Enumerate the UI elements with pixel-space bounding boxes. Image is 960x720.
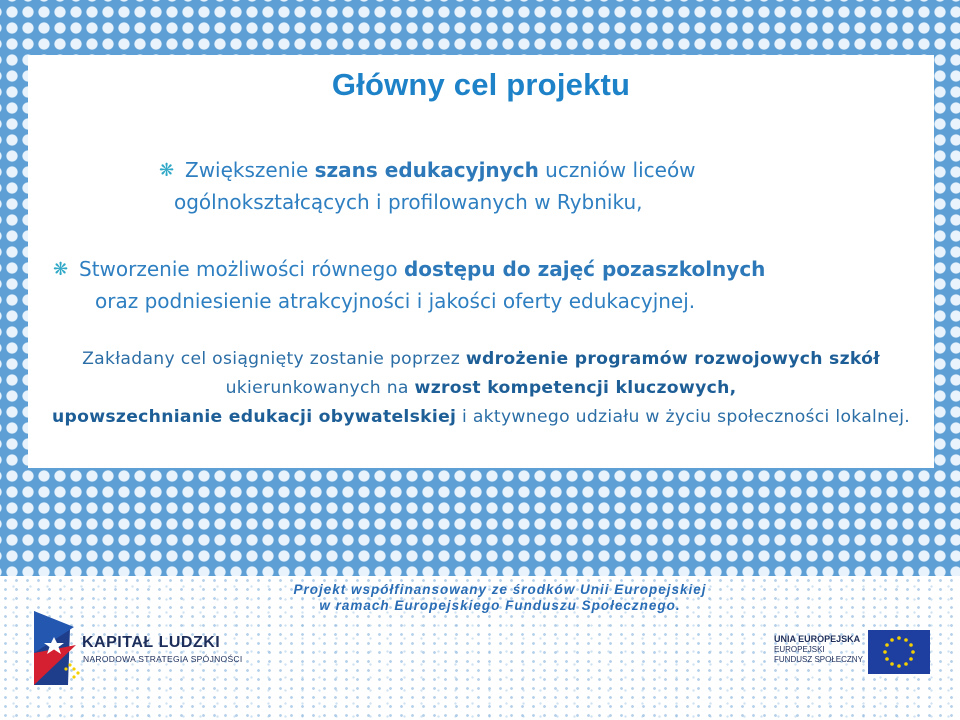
star-icon: ❋ <box>159 160 175 181</box>
slide-title: Główny cel projektu <box>331 67 631 102</box>
eu-label-line: EUROPEJSKI <box>774 645 825 654</box>
star-icon: ❋ <box>53 259 69 280</box>
summary-text: ukierunkowanych na <box>225 378 415 398</box>
kapital-ludzki-title: KAPITAŁ LUDZKI <box>82 634 221 651</box>
bullet-item-1 <box>159 155 859 218</box>
eu-fund-label <box>774 634 870 664</box>
bullet-line <box>53 254 923 286</box>
footer-banner <box>0 576 960 720</box>
eu-label-line: UNIA EUROPEJSKA <box>774 634 861 644</box>
kapital-ludzki-logo-icon <box>30 609 90 687</box>
kapital-ludzki-subtitle: NARODOWA STRATEGIA SPÓJNOŚCI <box>83 654 243 664</box>
cofunding-line: w ramach Europejskiego Funduszu Społecznego. <box>319 598 681 613</box>
content-panel <box>28 55 934 468</box>
summary-emphasis: wdrożenie programów rozwojowych szkół <box>465 349 880 369</box>
bullet-line <box>159 155 859 187</box>
summary-text: i aktywnego udziału w życiu społeczności lokalnej. <box>456 407 911 427</box>
bullet-item-2 <box>53 254 923 317</box>
bullet-emphasis: szans edukacyjnych <box>314 158 539 182</box>
cofunding-note <box>220 582 780 614</box>
summary-emphasis: upowszechnianie edukacji obywatelskiej <box>51 407 457 427</box>
summary-paragraph <box>28 345 934 432</box>
eu-flag-icon <box>868 630 930 674</box>
eu-label-line: FUNDUSZ SPOŁECZNY <box>774 655 863 664</box>
bullet-text: Zwiększenie <box>185 158 315 182</box>
bullet-emphasis: dostępu do zajęć pozaszkolnych <box>403 257 766 281</box>
cofunding-line: Projekt współfinansowany ze środków Unii Europejskiej <box>293 582 707 597</box>
bullet-line: oraz podniesienie atrakcyjności i jakości oferty edukacyjnej. <box>95 289 696 313</box>
bullet-line: ogólnokształcących i profilowanych w Rybniku, <box>174 190 643 214</box>
summary-text: Zakładany cel osiągnięty zostanie poprzez <box>82 349 466 369</box>
summary-emphasis: wzrost kompetencji kluczowych, <box>414 378 737 398</box>
bullet-text: uczniów liceów <box>538 158 696 182</box>
bullet-text: Stworzenie możliwości równego <box>79 257 404 281</box>
